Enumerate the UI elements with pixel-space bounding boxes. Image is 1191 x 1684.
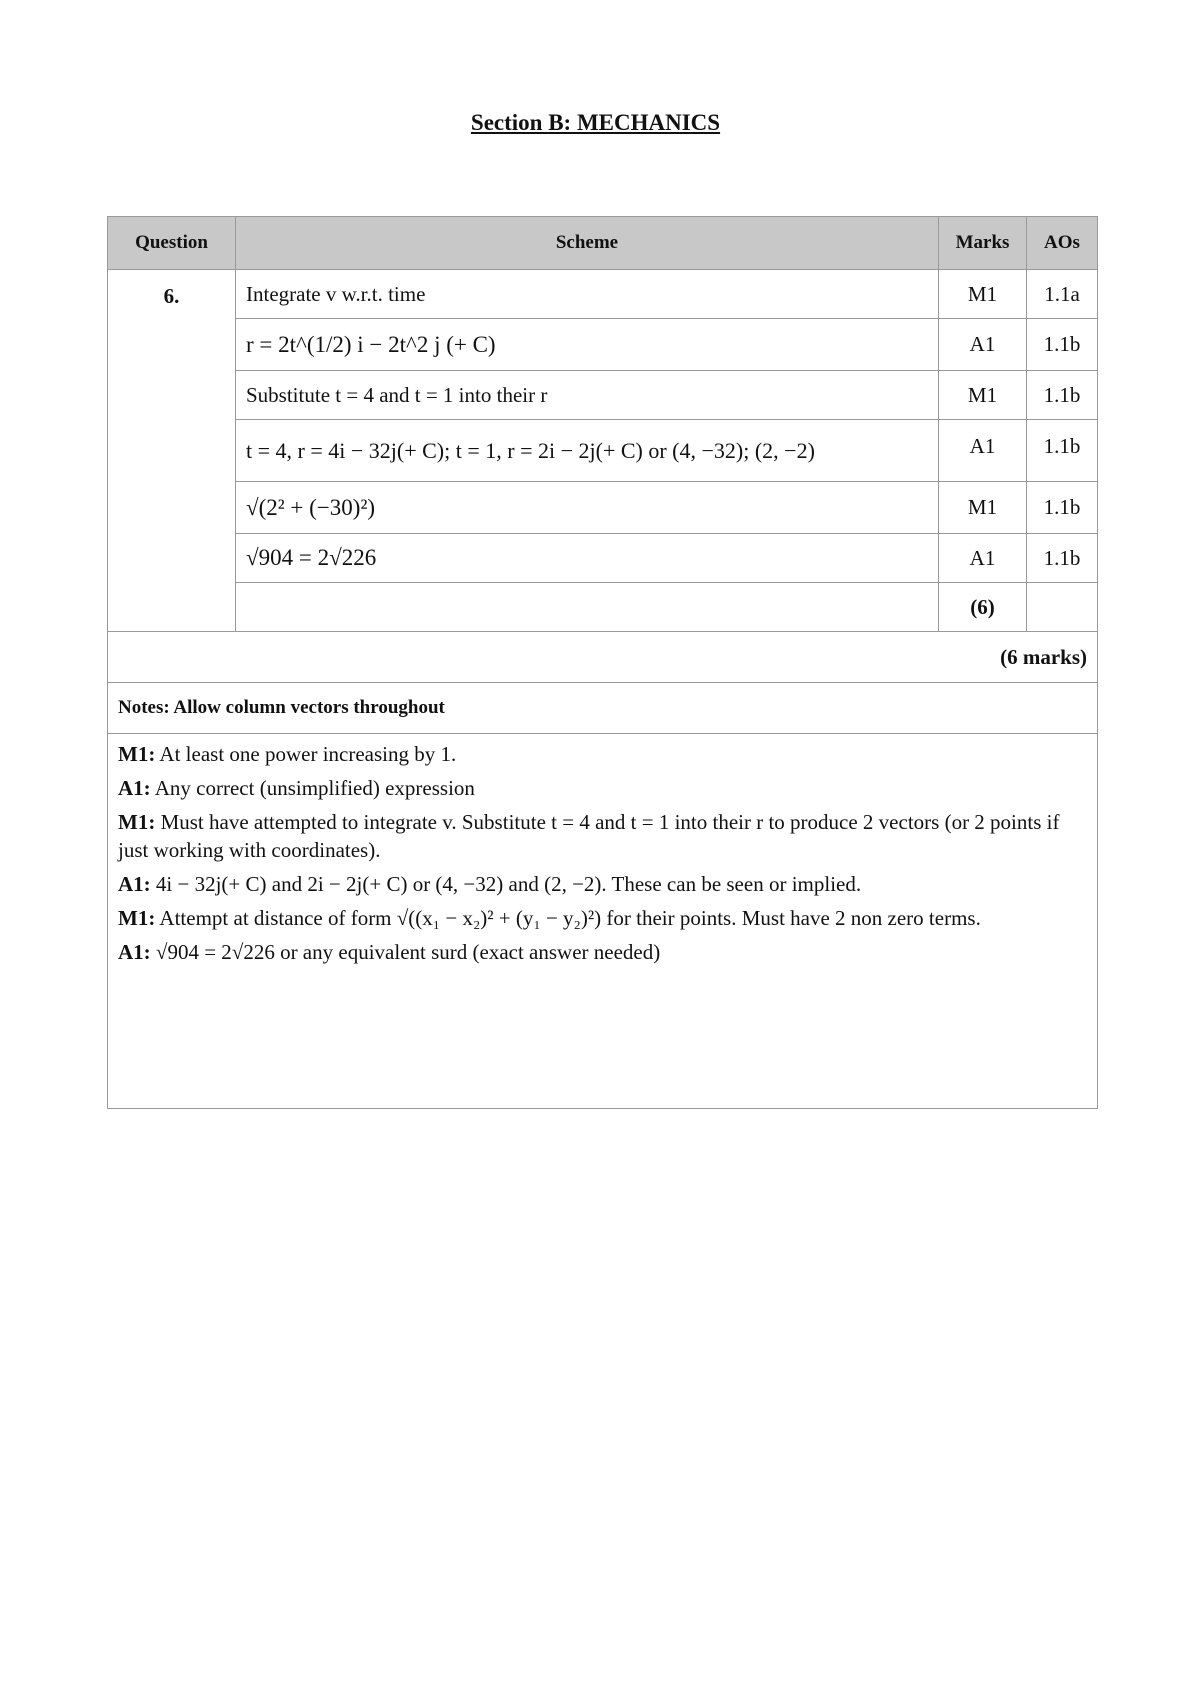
mark-cell: A1 <box>939 420 1027 482</box>
question-header: Question <box>108 217 236 270</box>
notes-heading: Notes: Allow column vectors throughout <box>108 683 1098 734</box>
ao-cell: 1.1b <box>1027 534 1098 583</box>
scheme-math: t = 4, r = 4i − 32j(+ C); t = 1, r = 2i − 2j(+ C) or (4, −32); (2, −2) <box>246 437 815 463</box>
scheme-cell <box>236 319 939 371</box>
mark-cell: M1 <box>939 371 1027 420</box>
table-row <box>108 482 1098 534</box>
note-text: 4i − 32j(+ C) and 2i − 2j(+ C) or (4, −32) and (2, −2). These can be seen or implied. <box>155 872 862 896</box>
scheme-cell <box>236 371 939 420</box>
marks-header: Marks <box>939 217 1027 270</box>
note-text: √904 = 2√226 or any equivalent surd (exact answer needed) <box>155 940 661 964</box>
note-text: At least one power increasing by 1. <box>159 742 457 766</box>
section-title: Section B: MECHANICS <box>470 110 721 135</box>
mark-subtotal: (6) <box>939 583 1027 632</box>
ao-cell: 1.1b <box>1027 371 1098 420</box>
table-row <box>108 371 1098 420</box>
ao-cell: 1.1b <box>1027 420 1098 482</box>
mark-cell: A1 <box>939 319 1027 371</box>
scheme-text: Integrate v w.r.t. time <box>246 281 426 306</box>
table-row <box>108 270 1098 319</box>
ao-cell: 1.1b <box>1027 319 1098 371</box>
ao-cell <box>1027 583 1098 632</box>
note-text: Any correct (unsimplified) expression <box>154 776 475 800</box>
note-label: A1: <box>118 872 151 896</box>
scheme-math: r = 2t^(1/2) i − 2t^2 j (+ C) <box>246 331 496 357</box>
mark-scheme-table <box>107 216 1098 1109</box>
note-label: M1: <box>118 906 156 930</box>
total-row <box>108 632 1098 683</box>
note-label: M1: <box>118 810 156 834</box>
aos-header: AOs <box>1027 217 1098 270</box>
note-item <box>118 808 1087 864</box>
mark-cell: A1 <box>939 534 1027 583</box>
note-item <box>118 870 1087 898</box>
scheme-header: Scheme <box>236 217 939 270</box>
notes-row <box>108 734 1098 1109</box>
scheme-text: Substitute t = 4 and t = 1 into their r <box>246 382 548 407</box>
note-item <box>118 904 1087 932</box>
mark-cell: M1 <box>939 270 1027 319</box>
table-row <box>108 583 1098 632</box>
table-row <box>108 319 1098 371</box>
table-row <box>108 420 1098 482</box>
question-number: 6. <box>108 270 236 632</box>
note-item <box>118 938 1087 966</box>
note-label: M1: <box>118 742 156 766</box>
scheme-cell <box>236 270 939 319</box>
mark-cell: M1 <box>939 482 1027 534</box>
notes-cell <box>108 734 1098 1109</box>
total-marks: (6 marks) <box>108 632 1098 683</box>
ao-cell: 1.1a <box>1027 270 1098 319</box>
note-text: Must have attempted to integrate v. Substitute t = 4 and t = 1 into their r to produce 2 vectors (or 2 points if just working with coordinates). <box>118 810 1060 862</box>
scheme-cell <box>236 534 939 583</box>
table-header-row <box>108 217 1098 270</box>
scheme-math: √(2² + (−30)²) <box>246 494 375 520</box>
note-item <box>118 774 1087 802</box>
table-row <box>108 534 1098 583</box>
scheme-cell <box>236 583 939 632</box>
scheme-math: √904 = 2√226 <box>246 545 377 570</box>
note-label: A1: <box>118 776 151 800</box>
note-text: Attempt at distance of form √((x₁ − x₂)² + (y₁ − y₂)²) for their points. Must have 2 non zero terms. <box>159 906 981 930</box>
scheme-cell <box>236 482 939 534</box>
note-label: A1: <box>118 940 151 964</box>
ao-cell: 1.1b <box>1027 482 1098 534</box>
notes-heading-row <box>108 683 1098 734</box>
scheme-cell <box>236 420 939 482</box>
note-item <box>118 740 1087 768</box>
